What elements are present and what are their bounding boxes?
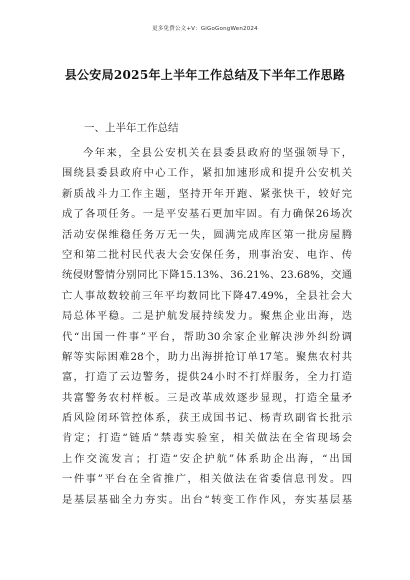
text-line: 成了各项任务。一是平安基石更加牢固。有力确保26场次 bbox=[62, 208, 352, 221]
text-line: 是基层基础全力夯实。出台“转变工作作风，夯实基层基 bbox=[62, 493, 352, 506]
text-line: 统侵财警情分别同比下降15.13%、36.21%、23.68%，交通 bbox=[62, 269, 352, 282]
text-line: 代“出国一件事”平台，帮助30余家企业解决涉外纠纷调 bbox=[62, 330, 352, 343]
document-title: 县公安局2025年上半年工作总结及下半年工作思路 bbox=[64, 68, 346, 82]
text-line: 上作交流发言；打造“安企护航”体系助企出海，“出国 bbox=[62, 452, 352, 465]
header-note: 更多免費公文+V：GiGoGongWen2024 bbox=[152, 26, 258, 32]
text-line: 空和第二批村民代表大会安保任务，刑事治安、电诈、传 bbox=[62, 248, 352, 261]
text-line: 围绕县委县政府中心工作，紧扣加速形成和提升公安机关 bbox=[62, 167, 352, 180]
text-line: 盾风险闭环管控体系，获王成国书记、杨青玖副省长批示 bbox=[62, 412, 352, 425]
text-line: 新质战斗力工作主题，坚持开年开跑、紧张快干，较好完 bbox=[62, 187, 352, 200]
text-line: 局总体平稳。二是护航发展持续发力。聚焦企业出海，迭 bbox=[62, 310, 352, 323]
text-line: 富，打造了云边警务，提供24小时不打烊服务，全力打造 bbox=[62, 371, 352, 384]
text-line: 解等实际困难28个，助力出海拼抢订单17笔。聚焦农村共 bbox=[62, 350, 352, 363]
text-line: 亡人事故数较前三年平均数同比下降47.49%，全县社会大 bbox=[62, 289, 352, 302]
text-line: 活动安保维稳任务万无一失，圆满完成库区第一批房屋腾 bbox=[62, 228, 352, 241]
text-line: 共富警务农村样板。三是改革成效逐步显现，打造全量矛 bbox=[62, 391, 352, 404]
section-heading: 一、上半年工作总结 bbox=[84, 122, 179, 134]
text-line: 今年来，全县公安机关在县委县政府的坚强领导下， bbox=[83, 147, 352, 159]
text-line: 肯定；打造“链盾”禁毒实验室，相关做法在全省现场会 bbox=[62, 432, 352, 445]
body-text bbox=[62, 143, 352, 510]
text-line: 一件事”平台在全省推广，相关做法在省委信息刊发。四 bbox=[62, 473, 352, 486]
